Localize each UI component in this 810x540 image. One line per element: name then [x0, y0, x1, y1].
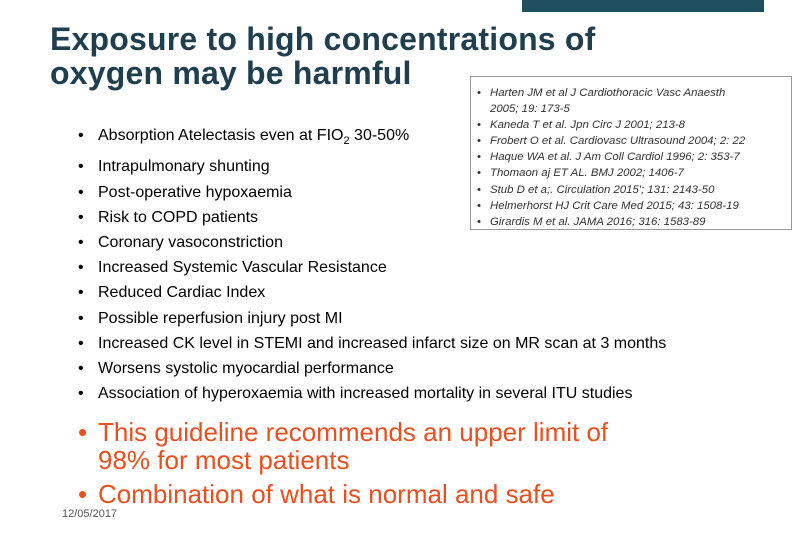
bullet-item: • Risk to COPD patients	[78, 205, 666, 230]
highlight-line: 98% for most patients	[98, 445, 350, 475]
highlight-block	[78, 418, 608, 508]
bullet-item	[78, 123, 666, 154]
bullet-item: • Increased CK level in STEMI and increased infarct size on MR scan at 3 months	[78, 331, 666, 356]
reference-item: • Thomaon aj ET AL. BMJ 2002; 1406-7	[477, 165, 791, 181]
bullet-item: • Post-operative hypoxaemia	[78, 180, 666, 205]
reference-item: • Stub D et a;. Circulation 2015'; 131: 2143-50	[477, 182, 791, 198]
slide-date: 12/05/2017	[62, 508, 118, 520]
highlight-line: • This guideline recommends an upper limit of	[98, 417, 609, 447]
reference-line: Harten JM et al J Cardiothoracic Vasc Anaesth	[490, 87, 726, 99]
header-accent-bar	[522, 0, 764, 12]
title-line-1: Exposure to high concentrations of	[50, 21, 596, 57]
bullet-text: Absorption Atelectasis even at FIO	[98, 127, 344, 144]
fio2-subscript: 2	[343, 135, 350, 148]
highlight-item: • Combination of what is normal and safe	[78, 480, 608, 508]
bullet-item: • Worsens systolic myocardial performance	[78, 356, 666, 381]
reference-item	[477, 85, 791, 117]
reference-item: • Frobert O et al. Cardiovasc Ultrasound 2004; 2: 22	[477, 133, 791, 149]
bullet-item: • Coronary vasoconstriction	[78, 230, 666, 255]
bullet-item: • Association of hyperoxaemia with increased mortality in several ITU studies	[78, 381, 666, 406]
highlight-item	[78, 418, 608, 474]
reference-item: • Helmerhorst HJ Crit Care Med 2015; 43: 1508-19	[477, 198, 791, 214]
reference-item: • Haque WA et al. J Am Coll Cardiol 1996; 2: 353-7	[477, 149, 791, 165]
bullet-item: • Intrapulmonary shunting	[78, 154, 666, 179]
reference-item: • Kaneda T et al. Jpn Circ J 2001; 213-8	[477, 117, 791, 133]
reference-line: 2005; 19: 173-5	[490, 103, 570, 116]
bullet-text: 30-50%	[349, 127, 410, 144]
bullet-item: • Possible reperfusion injury post MI	[78, 306, 666, 331]
bullet-item: • Reduced Cardiac Index	[78, 280, 666, 305]
title-line-2: oxygen may be harmful	[50, 55, 412, 91]
reference-item: • Girardis M et al. JAMA 2016; 316: 1583-89	[477, 214, 791, 230]
harm-bullet-list	[78, 123, 666, 406]
bullet-item: • Increased Systemic Vascular Resistance	[78, 255, 666, 280]
